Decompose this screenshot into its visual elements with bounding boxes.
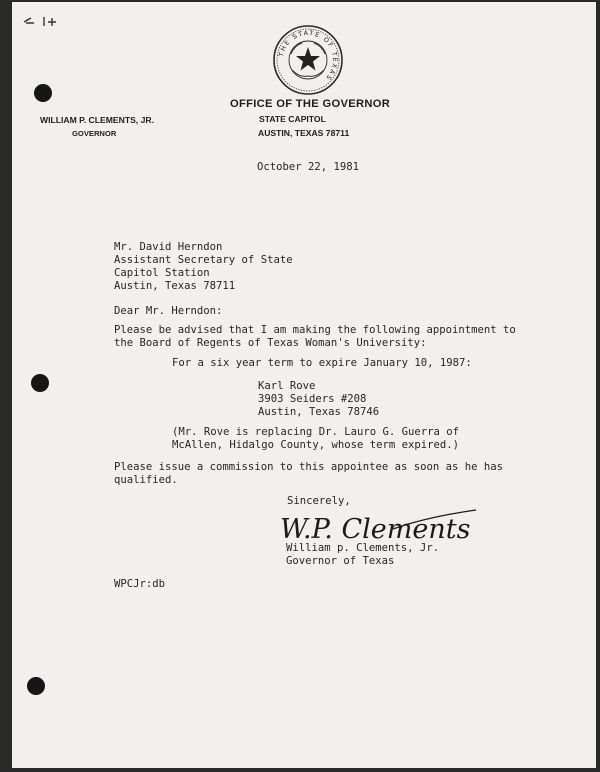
letter-date: October 22, 1981 xyxy=(257,161,360,173)
reference-initials: WPCJr:db xyxy=(114,578,166,590)
body-request-line2: qualified. xyxy=(114,474,178,486)
seal-ring-text: THE STATE OF TEXAS xyxy=(278,29,339,82)
signer-name: William p. Clements, Jr. xyxy=(286,542,440,554)
body-request-line1: Please issue a commission to this appointee as soon as he has xyxy=(114,461,504,473)
governor-title: GOVERNOR xyxy=(72,129,117,138)
appointee-address-line2: Austin, Texas 78746 xyxy=(258,406,380,418)
corner-mark-icon xyxy=(22,14,62,28)
body-term: For a six year term to expire January 10, 1987: xyxy=(172,357,472,369)
governor-name: WILLIAM P. CLEMENTS, JR. xyxy=(40,115,154,125)
body-note-line1: (Mr. Rove is replacing Dr. Lauro G. Guerra of xyxy=(172,426,460,438)
recipient-title: Assistant Secretary of State xyxy=(114,254,293,266)
body-note-line2: McAllen, Hidalgo County, whose term expired.) xyxy=(172,439,460,451)
office-building: STATE CAPITOL xyxy=(259,114,326,124)
body-intro-line1: Please be advised that I am making the following appointment to xyxy=(114,324,516,336)
punch-hole xyxy=(34,84,52,102)
state-seal-icon xyxy=(272,24,344,96)
recipient-address-line2: Austin, Texas 78711 xyxy=(114,280,236,292)
punch-hole xyxy=(27,677,45,695)
salutation: Dear Mr. Herndon: xyxy=(114,305,223,317)
recipient-address-line1: Capitol Station xyxy=(114,267,210,279)
office-city: AUSTIN, TEXAS 78711 xyxy=(258,128,350,138)
appointee-address-line1: 3903 Seiders #208 xyxy=(258,393,367,405)
signature-text: W.P. Clements xyxy=(280,514,471,545)
signer-title: Governor of Texas xyxy=(286,555,395,567)
valediction: Sincerely, xyxy=(287,495,351,507)
letter-page xyxy=(12,2,596,768)
recipient-name: Mr. David Herndon xyxy=(114,241,223,253)
appointee-name: Karl Rove xyxy=(258,380,316,392)
body-intro-line2: the Board of Regents of Texas Woman's University: xyxy=(114,337,427,349)
punch-hole xyxy=(31,374,49,392)
office-title: OFFICE OF THE GOVERNOR xyxy=(230,98,391,110)
